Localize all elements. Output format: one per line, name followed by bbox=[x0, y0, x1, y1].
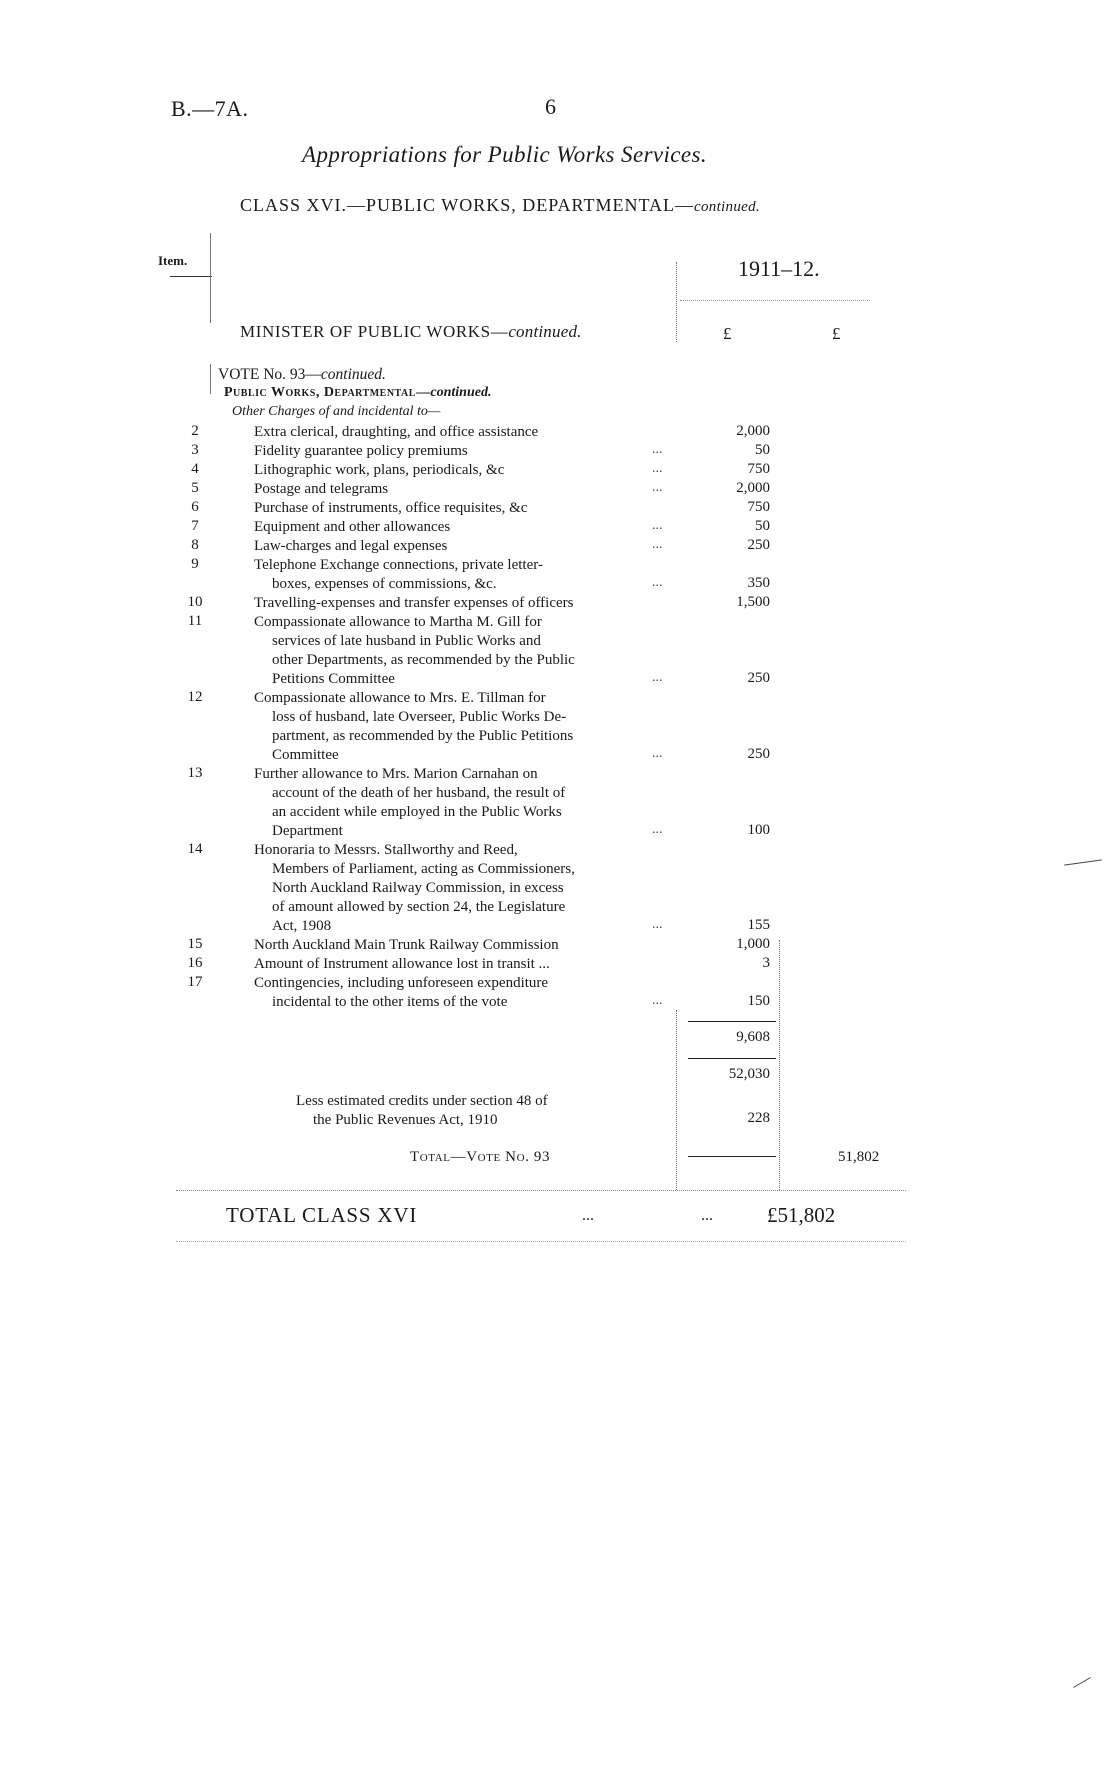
item-amount: 50 bbox=[755, 442, 770, 458]
item-number: 13 bbox=[187, 765, 203, 781]
gross-total-rule bbox=[688, 1058, 776, 1059]
item-amount: 750 bbox=[747, 499, 770, 515]
item-description bbox=[254, 556, 674, 594]
class-total-rule bbox=[176, 1190, 906, 1191]
item-amount: 250 bbox=[747, 537, 770, 553]
item-description bbox=[254, 423, 674, 442]
item-amount: 250 bbox=[747, 746, 770, 762]
item-description-line: Extra clerical, draughting, and office assistance bbox=[254, 424, 539, 440]
item-amount: 750 bbox=[747, 461, 770, 477]
total-column-divider bbox=[779, 940, 780, 1190]
item-description bbox=[254, 936, 674, 955]
leader-dots: ... bbox=[652, 518, 663, 533]
item-description bbox=[254, 955, 674, 974]
department-text: Public Works, Departmental— bbox=[224, 385, 431, 400]
item-description-line: Telephone Exchange connections, private letter- bbox=[254, 557, 543, 573]
item-description-line: Compassionate allowance to Mrs. E. Tillman for bbox=[254, 690, 546, 706]
item-number: 9 bbox=[191, 556, 199, 572]
item-description-line: Travelling-expenses and transfer expenses of officers bbox=[254, 595, 574, 611]
item-description-line: Petitions Committee bbox=[272, 671, 395, 687]
pound-symbol-col1: £ bbox=[723, 324, 732, 343]
leader-dots: ... bbox=[652, 442, 663, 457]
item-description bbox=[254, 518, 674, 537]
margin-mark bbox=[1064, 859, 1102, 865]
leader-dots: ... bbox=[652, 537, 663, 552]
item-amount: 350 bbox=[747, 575, 770, 591]
item-description-line: Equipment and other allowances bbox=[254, 519, 451, 535]
item-description bbox=[254, 613, 674, 689]
item-amount: 3 bbox=[762, 955, 770, 971]
item-description bbox=[254, 841, 674, 936]
document-reference: B.—7A. bbox=[171, 96, 249, 121]
item-number: 5 bbox=[191, 480, 199, 496]
minister-suffix: continued. bbox=[508, 322, 582, 341]
item-description-line: Fidelity guarantee policy premiums bbox=[254, 443, 468, 459]
item-description-line: incidental to the other items of the vote bbox=[272, 994, 508, 1010]
item-number: 11 bbox=[187, 613, 203, 629]
item-description bbox=[254, 689, 674, 765]
minister-heading bbox=[240, 322, 582, 342]
item-description-line: account of the death of her husband, the result of bbox=[272, 785, 566, 801]
item-number: 4 bbox=[191, 461, 199, 477]
item-amount: 150 bbox=[747, 993, 770, 1009]
item-number: 3 bbox=[191, 442, 199, 458]
item-amount: 250 bbox=[747, 670, 770, 686]
item-description-line: Committee bbox=[272, 747, 339, 763]
gross-total-amount: 52,030 bbox=[728, 1066, 770, 1082]
year-column-divider bbox=[676, 262, 677, 342]
leader-dots: ... bbox=[652, 822, 663, 837]
vote-suffix: continued. bbox=[320, 366, 386, 383]
subtotal-rule bbox=[688, 1021, 776, 1022]
vote-bracket bbox=[210, 364, 211, 394]
less-credits bbox=[296, 1092, 548, 1130]
item-amount: 2,000 bbox=[736, 423, 770, 439]
item-description-line: Honoraria to Messrs. Stallworthy and Reed, bbox=[254, 842, 518, 858]
subtotal-amount: 9,608 bbox=[736, 1029, 770, 1045]
total-vote-amount: 51,802 bbox=[838, 1149, 880, 1165]
department-heading bbox=[224, 385, 491, 401]
leader-dots: ... bbox=[652, 670, 663, 685]
total-vote-rule bbox=[688, 1156, 776, 1157]
item-description bbox=[254, 537, 674, 556]
item-description-line: North Auckland Railway Commission, in excess bbox=[272, 880, 564, 896]
item-number: 2 bbox=[191, 423, 199, 439]
item-amount: 1,000 bbox=[736, 936, 770, 952]
page-number: 6 bbox=[545, 94, 556, 119]
item-number: 15 bbox=[187, 936, 203, 952]
year-rule bbox=[680, 300, 870, 301]
leader-dots: ... bbox=[652, 746, 663, 761]
item-amount: 155 bbox=[747, 917, 770, 933]
item-description-line: Department bbox=[272, 823, 343, 839]
item-description bbox=[254, 594, 674, 613]
item-description-line: Amount of Instrument allowance lost in transit ... bbox=[254, 956, 550, 972]
item-description-line: Members of Parliament, acting as Commissioners, bbox=[272, 861, 575, 877]
item-number: 16 bbox=[187, 955, 203, 971]
total-class-dots-1: ... bbox=[582, 1207, 594, 1224]
item-description bbox=[254, 499, 674, 518]
item-description-line: Contingencies, including unforeseen expenditure bbox=[254, 975, 549, 991]
item-number: 10 bbox=[187, 594, 203, 610]
leader-dots: ... bbox=[652, 917, 663, 932]
total-class-amount: £51,802 bbox=[767, 1203, 836, 1227]
page-title: Appropriations for Public Works Services. bbox=[302, 142, 708, 167]
item-description-line: services of late husband in Public Works and bbox=[272, 633, 541, 649]
leader-dots: ... bbox=[652, 480, 663, 495]
item-description bbox=[254, 765, 674, 841]
item-number: 14 bbox=[187, 841, 203, 857]
pound-symbol-col2: £ bbox=[832, 324, 841, 343]
bottom-rule bbox=[176, 1241, 906, 1242]
item-description-line: an accident while employed in the Public Works bbox=[272, 804, 562, 820]
amount-column-divider bbox=[676, 1010, 677, 1190]
total-vote-label: Total—Vote No. 93 bbox=[410, 1149, 551, 1165]
item-description-line: North Auckland Main Trunk Railway Commission bbox=[254, 937, 559, 953]
item-description-line: boxes, expenses of commissions, &c. bbox=[272, 576, 497, 592]
item-amount: 50 bbox=[755, 518, 770, 534]
item-header-rule bbox=[170, 276, 212, 277]
item-description-line: partment, as recommended by the Public Petitions bbox=[272, 728, 574, 744]
total-class-dots-2: ... bbox=[701, 1207, 713, 1224]
item-number: 12 bbox=[187, 689, 203, 705]
charges-heading: Other Charges of and incidental to— bbox=[232, 404, 441, 419]
item-column-divider bbox=[210, 233, 211, 323]
item-description-line: of amount allowed by section 24, the Legislature bbox=[272, 899, 566, 915]
vote-label: VOTE No. 93— bbox=[218, 366, 321, 383]
less-credits-amount: 228 bbox=[747, 1110, 770, 1126]
class-heading-text: CLASS XVI.—PUBLIC WORKS, DEPARTMENTAL— bbox=[240, 195, 695, 215]
item-amount: 1,500 bbox=[736, 594, 770, 610]
item-description bbox=[254, 461, 674, 480]
total-class-label: TOTAL CLASS XVI bbox=[226, 1203, 418, 1227]
minister-text: MINISTER OF PUBLIC WORKS— bbox=[240, 322, 509, 341]
leader-dots: ... bbox=[652, 461, 663, 476]
department-suffix: continued. bbox=[430, 385, 492, 400]
item-description-line: Purchase of instruments, office requisites, &c bbox=[254, 500, 528, 516]
item-amount: 2,000 bbox=[736, 480, 770, 496]
item-amount: 100 bbox=[747, 822, 770, 838]
item-description-line: Compassionate allowance to Martha M. Gill for bbox=[254, 614, 542, 630]
less-credits-line2: the Public Revenues Act, 1910 bbox=[313, 1112, 498, 1128]
item-number: 17 bbox=[187, 974, 203, 990]
item-number: 8 bbox=[191, 537, 199, 553]
item-number: 6 bbox=[191, 499, 199, 515]
item-description-line: Law-charges and legal expenses bbox=[254, 538, 448, 554]
leader-dots: ... bbox=[652, 993, 663, 1008]
item-description-line: Further allowance to Mrs. Marion Carnahan on bbox=[254, 766, 538, 782]
class-heading-suffix: continued. bbox=[694, 199, 760, 215]
item-description-line: loss of husband, late Overseer, Public Works De- bbox=[272, 709, 567, 725]
margin-tick bbox=[1073, 1677, 1091, 1688]
item-description-line: other Departments, as recommended by the Public bbox=[272, 652, 575, 668]
less-credits-line1: Less estimated credits under section 48 of bbox=[296, 1093, 548, 1109]
item-description-line: Act, 1908 bbox=[272, 918, 332, 934]
item-description bbox=[254, 442, 674, 461]
item-number: 7 bbox=[191, 518, 199, 534]
item-column-header: Item. bbox=[158, 253, 188, 268]
item-description-line: Lithographic work, plans, periodicals, &c bbox=[254, 462, 505, 478]
item-description bbox=[254, 974, 674, 1012]
item-description-line: Postage and telegrams bbox=[254, 481, 389, 497]
class-heading bbox=[240, 195, 760, 216]
item-description bbox=[254, 480, 674, 499]
year-heading: 1911–12. bbox=[738, 256, 820, 281]
vote-heading bbox=[218, 366, 386, 384]
leader-dots: ... bbox=[652, 575, 663, 590]
